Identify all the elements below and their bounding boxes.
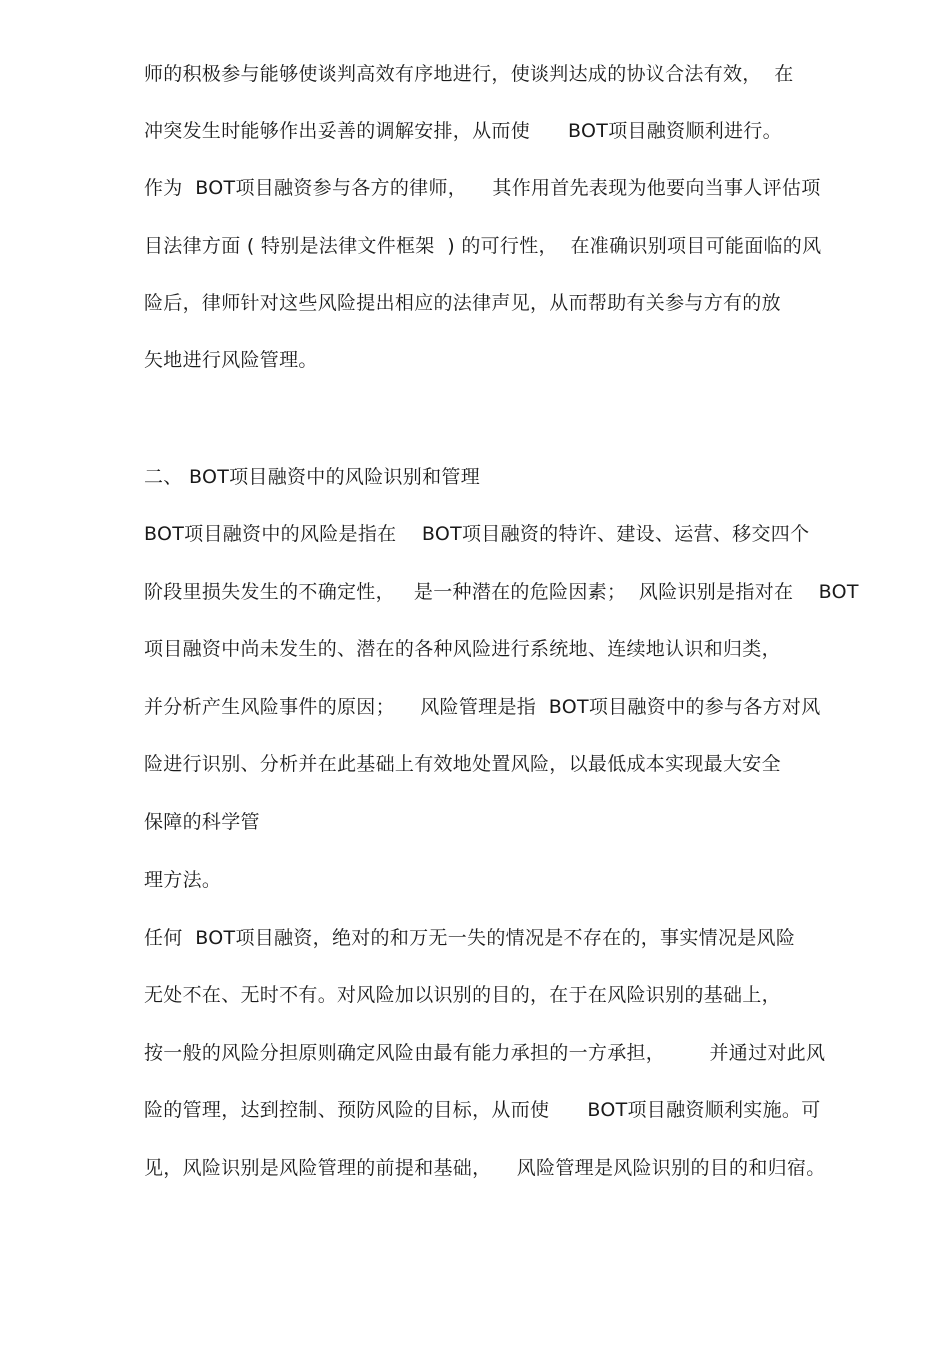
paragraph-line: 冲突发生时能够作出妥善的调解安排，从而使 BOT项目融资顺利进行。 — [144, 120, 782, 142]
paragraph-line: 无处不在、无时不有。对风险加以识别的目的，在于在风险识别的基础上， — [144, 984, 781, 1006]
paragraph-line: 保障的科学管 — [144, 811, 260, 833]
paragraph-line: 师的积极参与能够使谈判高效有序地进行，使谈判达成的协议合法有效， 在 — [144, 63, 794, 85]
paragraph-line: BOT项目融资中的风险是指在 BOT项目融资的特许、建设、运营、移交四个 — [144, 523, 810, 545]
paragraph-line: 险进行识别、分析并在此基础上有效地处置风险，以最低成本实现最大安全 — [144, 753, 781, 775]
paragraph-line: 阶段里损失发生的不确定性， 是一种潜在的危险因素； 风险识别是指对在 BOT — [144, 581, 859, 603]
paragraph-line: 按一般的风险分担原则确定风险由最有能力承担的一方承担， 并通过对此风 — [144, 1042, 826, 1064]
paragraph-line: 险的管理，达到控制、预防风险的目标，从而使 BOT项目融资顺利实施。可 — [144, 1099, 821, 1121]
paragraph-line: 目法律方面 ( 特别是法律文件框架 ) 的可行性， 在准确识别项目可能面临的风 — [144, 235, 822, 257]
paragraph-line: 项目融资中尚未发生的、潜在的各种风险进行系统地、连续地认识和归类， — [144, 638, 781, 660]
paragraph-line: 作为 BOT项目融资参与各方的律师， 其作用首先表现为他要向当事人评估项 — [144, 177, 821, 199]
paragraph-line: 见，风险识别是风险管理的前提和基础， 风险管理是风险识别的目的和归宿。 — [144, 1157, 826, 1179]
paragraph-line: 险后，律师针对这些风险提出相应的法律声见，从而帮助有关参与方有的放 — [144, 292, 781, 314]
section-heading: 二、 BOT项目融资中的风险识别和管理 — [144, 466, 481, 488]
paragraph-line: 理方法。 — [144, 869, 222, 891]
paragraph-line: 并分析产生风险事件的原因； 风险管理是指 BOT项目融资中的参与各方对风 — [144, 696, 821, 718]
paragraph-line: 矢地进行风险管理。 — [144, 349, 318, 371]
paragraph-line: 任何 BOT项目融资，绝对的和万无一失的情况是不存在的，事实情况是风险 — [144, 927, 796, 949]
